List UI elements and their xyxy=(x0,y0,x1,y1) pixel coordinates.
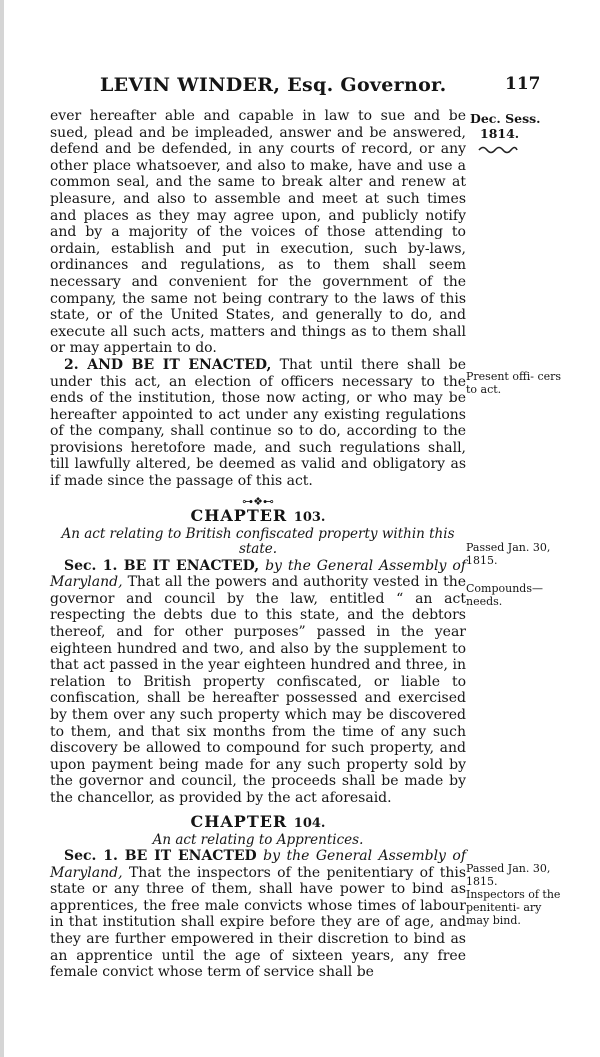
chapter-103-text: That all the powers and authority vested in the governor and council by the law, entitled “ an act respecting the debts due to this state, and the debtors thereof, and for other purposes” passed in the year eighteen hundred and two, and also by the supplement to that act passed in the year eighteen hundred and three, in relation to British property confiscated, or liable to confiscation, shall be hereafter possessed and exercised by them over any such property which may be discovered to them, and that six months from the time of any such discovery be allowed to compound for such property, and upon payment being made for any such property sold by the governor and council, the proceeds shall be made by the chancellor, as provided by the act aforesaid. xyxy=(50,574,466,806)
chapter-104-authority: by the General Assembly of Maryland, xyxy=(50,848,467,881)
session-label: Dec. Sess. xyxy=(470,111,541,126)
chapter-103-label: CHAPTER xyxy=(190,505,288,525)
section-2-enacting-clause: 2. AND BE IT ENACTED, xyxy=(64,356,272,373)
chapter-104-enacting-clause: Sec. 1. BE IT ENACTED xyxy=(64,848,257,865)
chapter-103-heading xyxy=(50,507,466,527)
margin-note-ch103-passed: Passed Jan. 30, 1815. xyxy=(466,541,551,567)
margin-note-session xyxy=(466,111,598,141)
chapter-103-title: An act relating to British confiscated property within this state. xyxy=(61,525,455,558)
page-body xyxy=(50,108,466,981)
session-year: 1814. xyxy=(480,126,520,141)
chapter-104-label: CHAPTER xyxy=(190,811,288,831)
margin-note-present-officers: Present offi- cers to act. xyxy=(466,370,562,396)
margin-note-inspectors: Inspectors of the penitenti- ary may bind. xyxy=(466,888,561,927)
paragraph-continued: ever hereafter able and capable in law to sue and be sued, plead and be impleaded, answer and be answered, defend and be defended, in any courts of record, or any other place whatsoever, and also to make, have and use a common seal, and the same to break alter and renew at pleasure, and also to assemble and meet at such times and places as they may agree upon, and publicly notify and by a majority of the voices of those attending to ordain, establish and put in execution, such by-laws, ordinances and regulations, as to them shall seem necessary and convenient for the government of the company, the same not being contrary to the laws of this state, or of the United States, and generally to do, and execute all such acts, matters and things as to them shall or may appertain to do. xyxy=(50,108,466,357)
page-header xyxy=(100,74,541,104)
margin-note-ch104-passed: Passed Jan. 30, 1815. xyxy=(466,862,551,888)
chapter-104-text: That the inspectors of the penitentiary of this state or any three of them, shall have power to bind as apprentices, the free male convicts whose times of labour in that institution shall expire before they are of age, and they are further empowered in their discretion to bind as an apprentice until the age of sixteen years, any free female convict whose term of service shall be xyxy=(50,864,467,981)
margin-note-compounds: Compounds— needs. xyxy=(466,582,543,608)
squiggle-ornament-icon xyxy=(478,145,518,155)
chapter-103-section-1 xyxy=(50,558,466,807)
chapter-104-section-1 xyxy=(50,848,466,981)
chapter-ornament-icon: ⊶❖⊷ xyxy=(242,494,274,508)
chapter-104-heading xyxy=(50,813,466,833)
page-number: 117 xyxy=(505,74,541,94)
chapter-104-title: An act relating to Apprentices. xyxy=(152,831,364,848)
chapter-103-authority: by the General Assembly of Maryland, xyxy=(50,557,467,591)
chapter-103-enacting-clause: Sec. 1. BE IT ENACTED, xyxy=(64,557,260,574)
scan-edge-shadow xyxy=(0,0,4,1057)
running-head: LEVIN WINDER, Esq. Governor. xyxy=(100,74,447,96)
chapter-104-number: 104. xyxy=(293,815,326,831)
section-2-paragraph xyxy=(50,357,466,490)
chapter-103-number: 103. xyxy=(293,509,326,525)
section-2-text: That until there shall be under this act, an election of officers necessary to the ends of the institution, those now acting, or who may be hereafter appointed to act under any existing regulations of the company, shall continue so to do, according to the provisions heretofore made, and such regulations shall, till lawfully altered, be deemed as valid and obligatory as if made since the passage of this act. xyxy=(50,356,467,490)
